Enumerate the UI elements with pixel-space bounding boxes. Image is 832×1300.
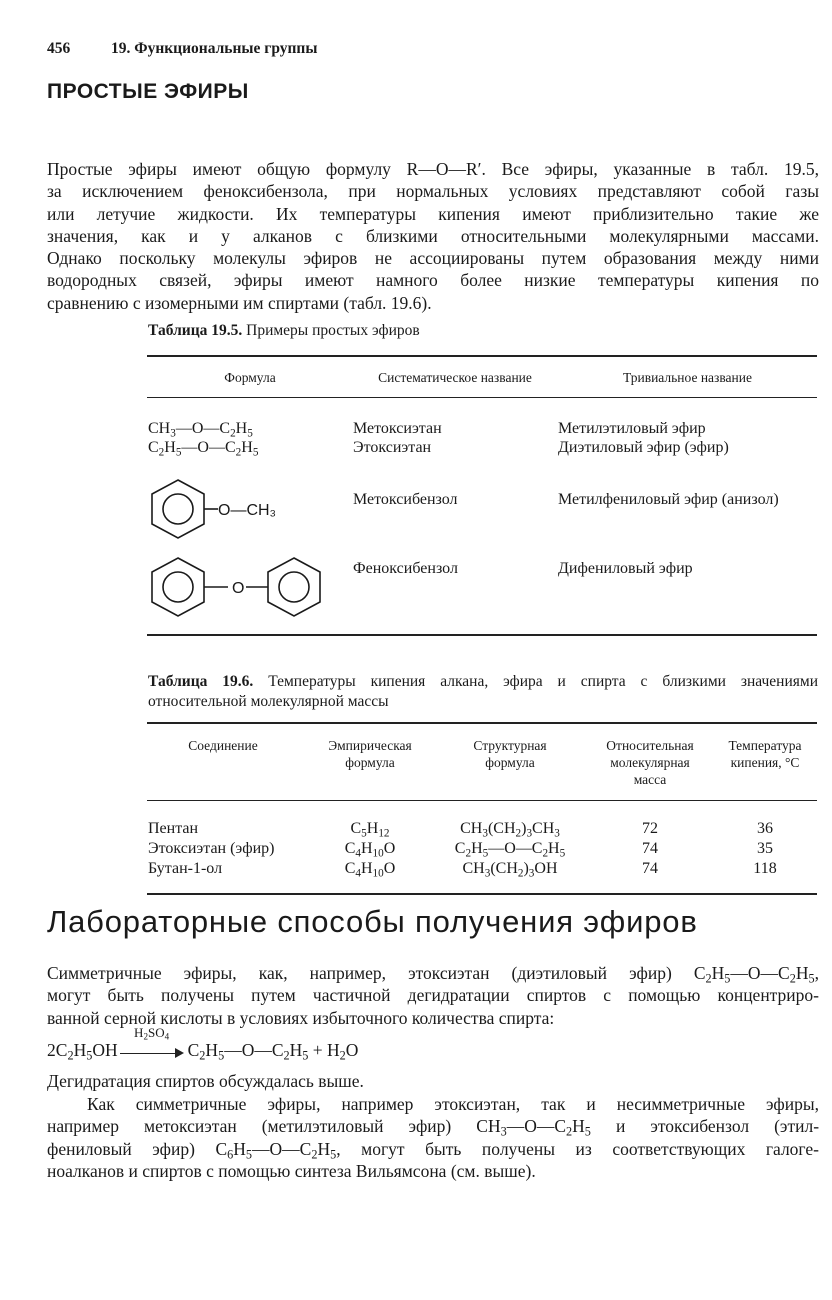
table-rule xyxy=(147,800,817,801)
table-cell: Феноксибензол xyxy=(353,560,458,577)
chapter-title: 19. Функциональные группы xyxy=(111,40,318,57)
benzene-ring xyxy=(152,558,204,616)
intro-line: Однако поскольку молекулы эфиров не ассоциированы путем образования между ними xyxy=(47,248,819,269)
table-rule xyxy=(147,355,817,357)
table-rule xyxy=(147,893,817,895)
synthesis-line: могут быть получены путем частичной дегидратации спиртов с помощью концентриро- xyxy=(47,985,819,1006)
final-line: фениловый эфир) $C_6H_5—O—C_2H_5$, могут быть получены из соответствующих галоге- xyxy=(47,1138,819,1162)
structural-formula: $CH_3(CH_2)_3OH$ xyxy=(462,860,558,880)
table-rule xyxy=(147,722,817,724)
table-cell: 118 xyxy=(753,860,777,877)
oxygen-label: O xyxy=(232,580,245,597)
column-header: Систематическое название xyxy=(378,370,532,385)
table-19-5-caption: Таблица 19.5. Примеры простых эфиров xyxy=(148,322,420,339)
table-19-6-caption: Таблица 19.6. Температуры кипения алкана, эфира и спирта с близкими значениями относительной молекулярной массы xyxy=(148,673,819,710)
dehydration-equation: $2C_2H_5OH$ $H_2SO_4$ $C_2H_5—O—C_2H_5 + H_2O$ xyxy=(47,1024,359,1063)
table-cell: 35 xyxy=(757,840,773,857)
aromatic-circle xyxy=(163,572,193,602)
formula-methoxyethane: $CH_3—O—C_2H_5$ xyxy=(148,420,253,440)
table-cell: Этоксиэтан (эфир) xyxy=(148,840,275,857)
benzene-ring xyxy=(268,558,320,616)
reaction-arrow xyxy=(120,1024,184,1059)
table-cell: Метоксибензол xyxy=(353,491,458,508)
table-rule xyxy=(147,634,817,636)
column-header: Относительная молекулярная масса xyxy=(606,738,694,787)
column-header: Температура кипения, °C xyxy=(728,738,802,770)
table-cell: 74 xyxy=(642,840,658,857)
intro-line: Простые эфиры имеют общую формулу R—O—R′. Все эфиры, указанные в табл. 19.5, xyxy=(47,159,819,179)
table-cell: 72 xyxy=(642,820,658,837)
column-header: Формула xyxy=(224,370,276,385)
intro-line: или летучие жидкости. Их температуры кипения имеют приблизительно такие же xyxy=(47,203,819,224)
aromatic-circle xyxy=(279,572,309,602)
table-cell: 74 xyxy=(642,860,658,877)
section-title: ПРОСТЫЕ ЭФИРЫ xyxy=(47,80,249,103)
anisole-structure xyxy=(148,476,318,542)
final-line: например метоксиэтан (метилэтиловый эфир) $CH_3—O—C_2H_5$ и этоксибензол (этил- xyxy=(47,1116,820,1139)
column-header: Структурная формула xyxy=(473,738,547,770)
synthesis-line: ванной серной кислоты в условиях избыточного количества спирта: xyxy=(47,1007,555,1028)
empirical-formula: $C_4H_{10}O$ xyxy=(344,860,396,880)
catalyst-label: $H_2SO_4$ xyxy=(134,1024,170,1042)
table-cell: 36 xyxy=(757,820,773,837)
aromatic-circle xyxy=(163,494,193,524)
benzene-ring xyxy=(152,480,204,538)
table-cell: Метилфениловый эфир (анизол) xyxy=(558,491,779,508)
table-cell: Пентан xyxy=(148,820,199,837)
structural-formula: $CH_3(CH_2)_3CH_3$ xyxy=(460,820,560,840)
intro-line: за исключением феноксибензола, при нормальных условиях представляют собой газы xyxy=(47,181,819,202)
empirical-formula: $C_5H_{12}$ xyxy=(350,820,390,840)
final-line: ноалканов и спиртов с помощью синтеза Вильямсона (см. выше). xyxy=(47,1160,536,1181)
table-cell: Метоксиэтан xyxy=(353,420,442,437)
table-rule xyxy=(147,397,817,398)
empirical-formula: $C_4H_{10}O$ xyxy=(344,840,396,860)
table-cell: Метилэтиловый эфир xyxy=(558,420,706,437)
section-heading: Лабораторные способы получения эфиров xyxy=(47,904,698,939)
intro-line: водородных связей, эфиры имеют намного более низкие температуры кипения по xyxy=(47,270,819,291)
table-cell: Бутан-1-ол xyxy=(148,860,223,877)
intro-line: значения, как и у алканов с близкими относительными молекулярными массами. xyxy=(47,225,819,246)
column-header: Тривиальное название xyxy=(623,370,752,385)
intro-line: сравнению с изомерными им спиртами (табл. 19.6). xyxy=(47,292,432,313)
substituent-label: O—CH₃ xyxy=(218,502,277,519)
final-line: Как симметричные эфиры, например этоксиэтан, так и несимметричные эфиры, xyxy=(87,1094,819,1114)
synthesis-paragraph xyxy=(47,962,819,1029)
final-paragraph xyxy=(47,1093,819,1182)
table-cell: Диэтиловый эфир (эфир) xyxy=(558,439,729,456)
page-number: 456 xyxy=(47,40,71,57)
diphenyl-ether-structure xyxy=(148,554,330,620)
table-cell: Этоксиэтан xyxy=(353,439,432,456)
column-header: Соединение xyxy=(188,738,258,753)
running-head xyxy=(47,40,317,58)
intro-paragraph xyxy=(47,158,819,314)
structural-formula: $C_2H_5—O—C_2H_5$ xyxy=(454,840,566,860)
dehydration-note: Дегидратация спиртов обсуждалась выше. xyxy=(47,1071,364,1091)
column-header: Эмпирическая формула xyxy=(328,738,412,770)
formula-ethoxyethane: $C_2H_5—O—C_2H_5$ xyxy=(148,439,259,459)
synthesis-line: Симметричные эфиры, как, например, этоксиэтан (диэтиловый эфир) $C_2H_5—O—C_2H_5$, xyxy=(47,963,819,986)
table-cell: Дифениловый эфир xyxy=(558,560,693,577)
